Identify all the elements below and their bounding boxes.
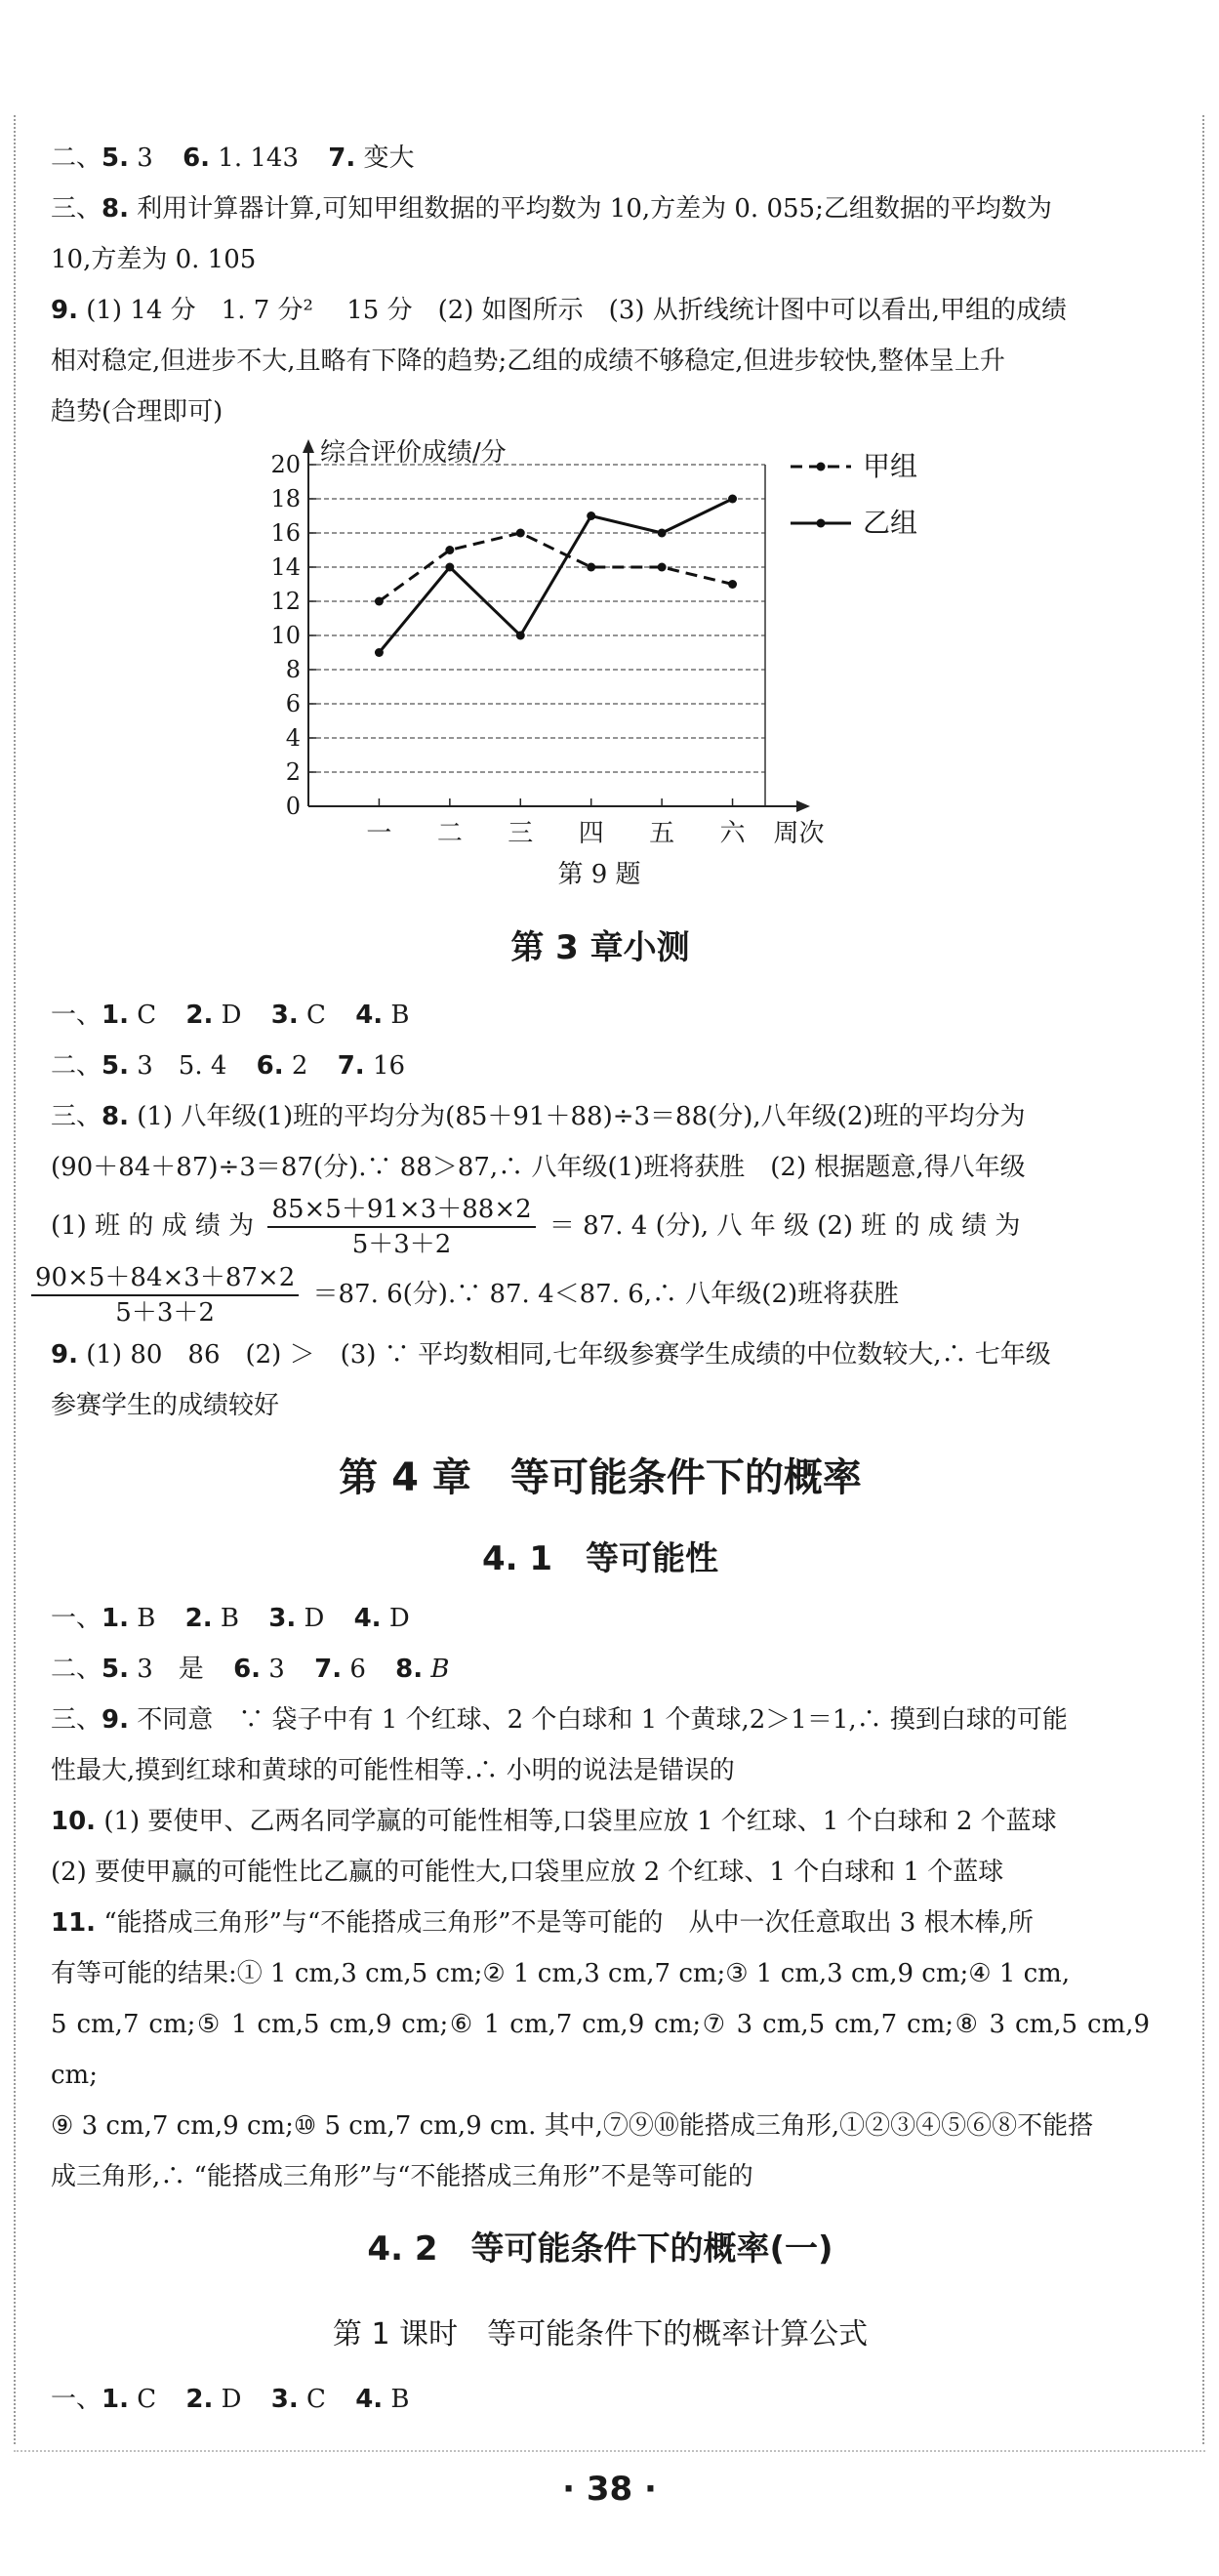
y-tick-label: 12 [270, 588, 301, 615]
legend-label-1: 甲组 [863, 450, 918, 482]
x-axis-arrow [796, 800, 810, 812]
answer-line: 11. “能搭成三角形”与“不能搭成三角形”不是等可能的 从中一次任意取出 3 根木棒,所 [51, 1908, 1034, 1938]
left-margin-rule [14, 115, 16, 2444]
line-chart [51, 437, 1150, 906]
page-number: · 38 · [562, 2470, 657, 2509]
answer-line: (2) 要使甲赢的可能性比乙赢的可能性大,口袋里应放 2 个红球、1 个白球和 1 个蓝球 [51, 1858, 1004, 1887]
chart-caption: 第 9 题 [557, 860, 641, 889]
series-1-point [516, 529, 525, 538]
x-axis-label: 周次 [773, 819, 825, 848]
series-2-point [445, 563, 454, 572]
chapter-3-title: 第 3 章小测 [510, 928, 690, 967]
answer-line: 相对稳定,但进步不大,且略有下降的趋势;乙组的成绩不够稳定,但进步较快,整体呈上升 [51, 347, 1005, 376]
answer-line: 5 cm,7 cm;⑤ 1 cm,5 cm,9 cm;⑥ 1 cm,7 cm,9 cm;⑦ 3 cm,5 cm,7 cm;⑧ 3 cm,5 cm,9 cm; [51, 2010, 1150, 2090]
legend-label-2: 乙组 [863, 507, 918, 539]
answer-line: 三、9. 不同意 ∵ 袋子中有 1 个红球、2 个白球和 1 个黄球,2＞1＝1,∴ 摸到白球的可能 [51, 1705, 1068, 1735]
series-line-2 [379, 499, 732, 653]
answer-line: 三、8. (1) 八年级(1)班的平均分为(85＋91＋88)÷3＝88(分),八年级(2)班的平均分为 [51, 1102, 1026, 1131]
answer-line: 成三角形,∴ “能搭成三角形”与“不能搭成三角形”不是等可能的 [51, 2162, 753, 2191]
answer-line: 二、5. 3 是 6. 3 7. 6 8. B [51, 1655, 450, 1684]
answer-line: 一、1. C 2. D 3. C 4. B [51, 2385, 410, 2414]
x-tick-label: 六 [719, 819, 746, 848]
answer-line: 10. (1) 要使甲、乙两名同学赢的可能性相等,口袋里应放 1 个红球、1 个白球和 2 个蓝球 [51, 1807, 1057, 1836]
answer-line: 性最大,摸到红球和黄球的可能性相等.∴ 小明的说法是错误的 [51, 1756, 735, 1785]
answer-line: 一、1. C 2. D 3. C 4. B [51, 1001, 410, 1030]
answer-line: (1) 班 的 成 绩 为 $\frac{85\times 5+91\times 3+88\times 2}{5+3+2}$ ＝ 87. 4 (分), 八 年 级 (2) 班 的 成 绩 为 [51, 1195, 1021, 1259]
y-tick-label: 2 [285, 758, 301, 786]
y-tick-label: 0 [285, 793, 301, 820]
answer-line: 二、5. 3 5. 4 6. 2 7. 16 [51, 1051, 406, 1081]
answer-line: 有等可能的结果:① 1 cm,3 cm,5 cm;② 1 cm,3 cm,7 cm;③ 1 cm,3 cm,9 cm;④ 1 cm, [51, 1959, 1071, 1988]
y-tick-label: 16 [270, 519, 301, 547]
answer-line: 10,方差为 0. 105 [51, 245, 257, 274]
legend-marker-2 [817, 519, 826, 528]
y-tick-label: 8 [285, 656, 301, 683]
section-4-2-title: 4. 2 等可能条件下的概率(一) [367, 2229, 833, 2269]
series-1-point [587, 563, 595, 572]
answer-line: 一、1. B 2. B 3. D 4. D [51, 1604, 410, 1633]
answer-line: ⑨ 3 cm,7 cm,9 cm;⑩ 5 cm,7 cm,9 cm. 其中,⑦⑨⑩能搭成三角形,①②③④⑤⑥⑧不能搭 [51, 2111, 1094, 2141]
series-2-point [587, 511, 595, 520]
series-2-point [375, 648, 384, 657]
y-tick-label: 20 [270, 451, 301, 478]
y-axis-label: 综合评价成绩/分 [320, 438, 507, 468]
x-tick-label: 一 [366, 819, 392, 848]
lesson-title: 第 1 课时 等可能条件下的概率计算公式 [332, 2317, 869, 2351]
series-1-point [728, 580, 737, 589]
content [35, 133, 1150, 2425]
y-axis-arrow [303, 439, 314, 453]
series-1-point [445, 546, 454, 554]
answer-line: 9. (1) 14 分 1. 7 分² 15 分 (2) 如图所示 (3) 从折线统计图中可以看出,甲组的成绩 [51, 296, 1068, 325]
x-tick-label: 四 [578, 819, 604, 848]
series-1-point [658, 563, 667, 572]
answer-line: 三、8. 利用计算器计算,可知甲组数据的平均数为 10,方差为 0. 055;乙组数据的平均数为 [51, 194, 1052, 224]
answer-line: 9. (1) 80 86 (2) ＞ (3) ∵ 平均数相同,七年级参赛学生成绩的中位数较大,∴ 七年级 [51, 1340, 1051, 1370]
x-tick-label: 三 [508, 819, 534, 848]
answer-line: $\frac{90\times 5+84\times 3+87\times 2}{5+3+2}$ ＝87. 6(分).∵ 87. 4＜87. 6,∴ 八年级(2)班将获胜 [31, 1261, 1150, 1329]
answer-line: 趋势(合理即可) [51, 397, 223, 427]
y-tick-label: 10 [270, 622, 301, 649]
series-2-point [516, 632, 525, 640]
x-tick-label: 五 [649, 819, 675, 848]
chapter-4-title: 第 4 章 等可能条件下的概率 [339, 1455, 862, 1500]
series-2-point [728, 495, 737, 504]
chart-svg [51, 437, 1150, 906]
answer-line: 参赛学生的成绩较好 [51, 1391, 280, 1420]
bottom-rule [14, 2450, 1205, 2452]
right-margin-rule [1202, 115, 1204, 2444]
y-tick-label: 14 [270, 553, 301, 581]
x-tick-label: 二 [436, 819, 463, 848]
fraction: $\frac{90\times 5+84\times 3+87\times 2}{5+3+2}$ [31, 1261, 299, 1329]
legend-marker-1 [817, 463, 826, 471]
y-tick-label: 4 [285, 724, 301, 752]
series-2-point [658, 529, 667, 538]
answer-line: (90＋84＋87)÷3＝87(分).∵ 88＞87,∴ 八年级(1)班将获胜 (2) 根据题意,得八年级 [51, 1153, 1026, 1182]
answer-line: 二、5. 3 6. 1. 143 7. 变大 [51, 143, 415, 173]
y-tick-label: 18 [270, 485, 301, 512]
section-4-1-title: 4. 1 等可能性 [481, 1539, 719, 1578]
y-tick-label: 6 [285, 690, 301, 717]
series-1-point [375, 597, 384, 606]
fraction: $\frac{85\times 5+91\times 3+88\times 2}{5+3+2}$ [267, 1193, 535, 1261]
